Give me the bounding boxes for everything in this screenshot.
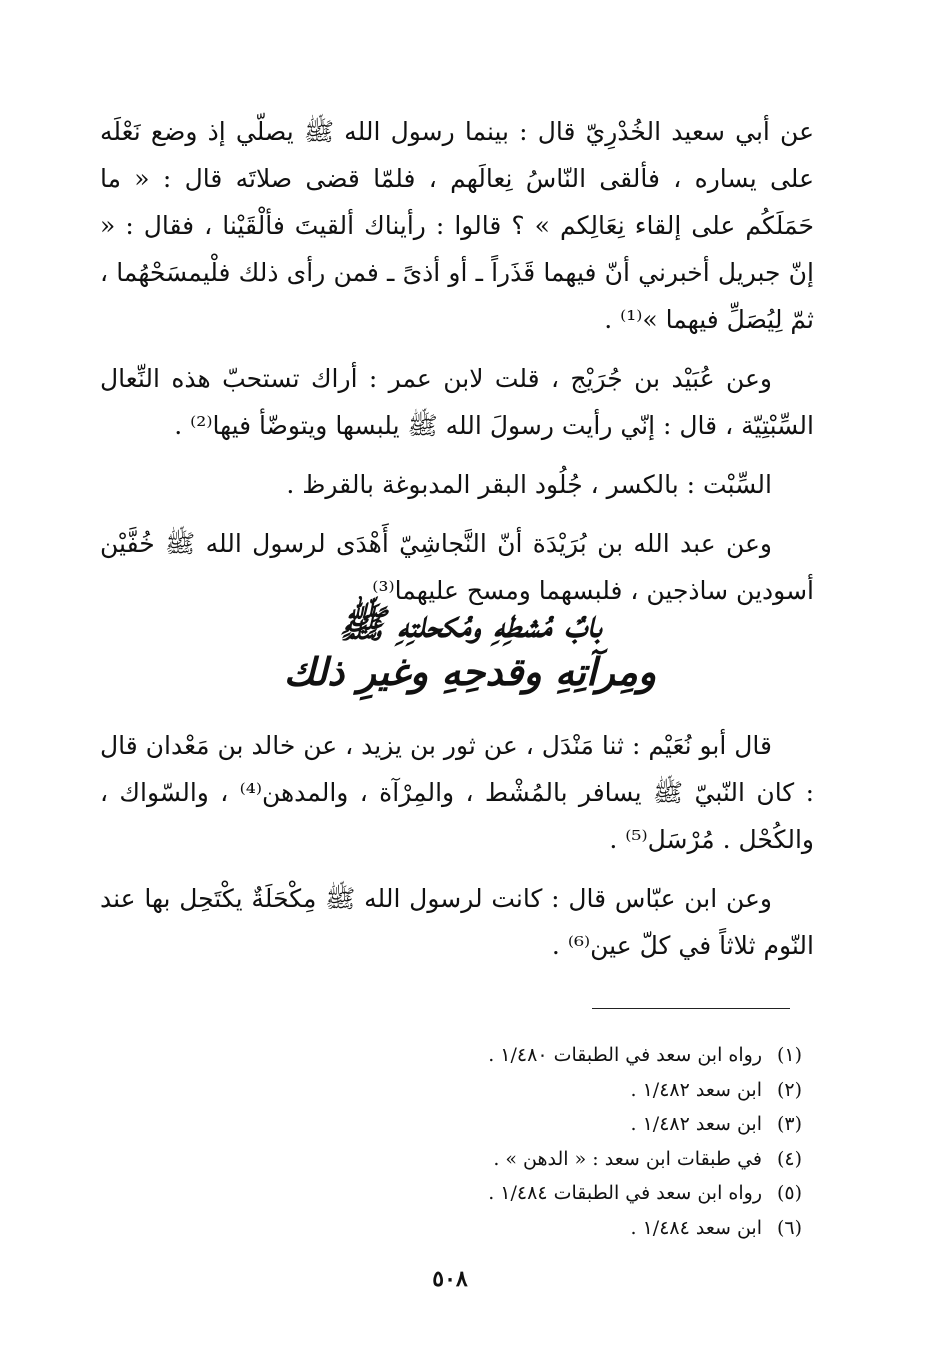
footnote-number: (٥): [776, 1182, 802, 1204]
section-one: [100, 108, 814, 626]
footnote-number: (٣): [776, 1113, 802, 1135]
paragraph-ibn-abbas: وعن ابن عبّاس قال : كانت لرسول الله ﷺ مِكْحَلَةٌ يكْتَحِل بها عند النّوم ثلاثاً في كلّ عين⁽⁶⁾ .: [100, 884, 814, 960]
footnote-text: رواه ابن سعد في الطبقات ١/٤٨٤ .: [488, 1182, 762, 1204]
footnotes: [300, 1038, 802, 1245]
footnote-number: (١): [776, 1044, 802, 1066]
footnote-text: ابن سعد ١/٤٨٤ .: [630, 1216, 762, 1239]
footnote-text: ابن سعد ١/٤٨٢ .: [630, 1113, 762, 1135]
page-number: ٥٠٨: [432, 1266, 468, 1292]
footnote: [300, 1107, 802, 1142]
footnote: [300, 1038, 802, 1073]
footnote-text: رواه ابن سعد في الطبقات ١/٤٨٠ .: [488, 1044, 762, 1066]
paragraph-buraydah: وعن عبد الله بن بُرَيْدَة أنّ النَّجاشِيّ أَهْدَى لرسول الله ﷺ خُفَّيْن أسودين ساذجين ، فلبسهما ومسح عليهما⁽³⁾ .: [100, 529, 814, 605]
footnote-separator: [592, 1008, 790, 1009]
footnote-number: (٤): [776, 1147, 802, 1170]
footnote: [300, 1142, 802, 1177]
paragraph-sibt-definition: السِّبْت : بالكسر ، جُلُود البقر المدبوغة بالقرظ .: [286, 470, 772, 499]
chapter-heading-line-2: ومِرآتِهِ وقدحِهِ وغيرِ ذلك: [283, 649, 657, 694]
paragraph-ubayd: وعن عُبَيْد بن جُرَيْج ، قلت لابن عمر : أراك تستحبّ هذه النِّعال السِّبْتِيّة ، قال : إنّي رأيت رسولَ الله ﷺ يلبسها ويتوضّأ فيها⁽²⁾ .: [100, 364, 814, 440]
footnote: [300, 1073, 802, 1108]
footnote-text: في طبقات ابن سعد : « الدهن » .: [493, 1147, 762, 1170]
footnote-number: (٢): [776, 1078, 802, 1101]
chapter-heading-line-1: بابٌ مُشطِهِ ومُكحلتِهِ ﷺ: [338, 601, 602, 646]
footnote-number: (٦): [776, 1216, 802, 1239]
paragraph-abu-nuaym: قال أبو نُعَيْم : ثنا مَنْدَل ، عن ثور بن يزيد ، عن خالد بن مَعْدان قال : كان النّبيّ ﷺ يسافر بالمُشْط ، والمِرْآة ، والمدهن⁽⁴⁾ ، والسّواك ، والكُحْل . مُرْسَل⁽⁵⁾ .: [100, 731, 814, 854]
paragraph-khudri: عن أبي سعيد الخُدْرِيّ قال : بينما رسول الله ﷺ يصلّي إذ وضع نَعْلَه على يساره ، فألقى النّاسُ نِعالَهم ، فلمّا قضى صلاتَه قال : « ما حَمَلَكُم على إلقاء نِعَالِكم » ؟ قالوا : رأيناك ألقيتَ فألْقَيْنا ، فقال : « إنّ جبريل أخبرني أنّ فيهما قَذَراً ـ أو أذىً ـ فمن رأى ذلك فلْيمسَحْهُما ، ثمّ لِيُصَلِّ فيهما »⁽¹⁾ .: [100, 117, 814, 334]
section-two: [100, 722, 814, 981]
footnote-text: ابن سعد ١/٤٨٢ .: [630, 1078, 762, 1101]
footnote: [300, 1211, 802, 1246]
chapter-heading: [150, 600, 790, 696]
footnote: [300, 1176, 802, 1211]
